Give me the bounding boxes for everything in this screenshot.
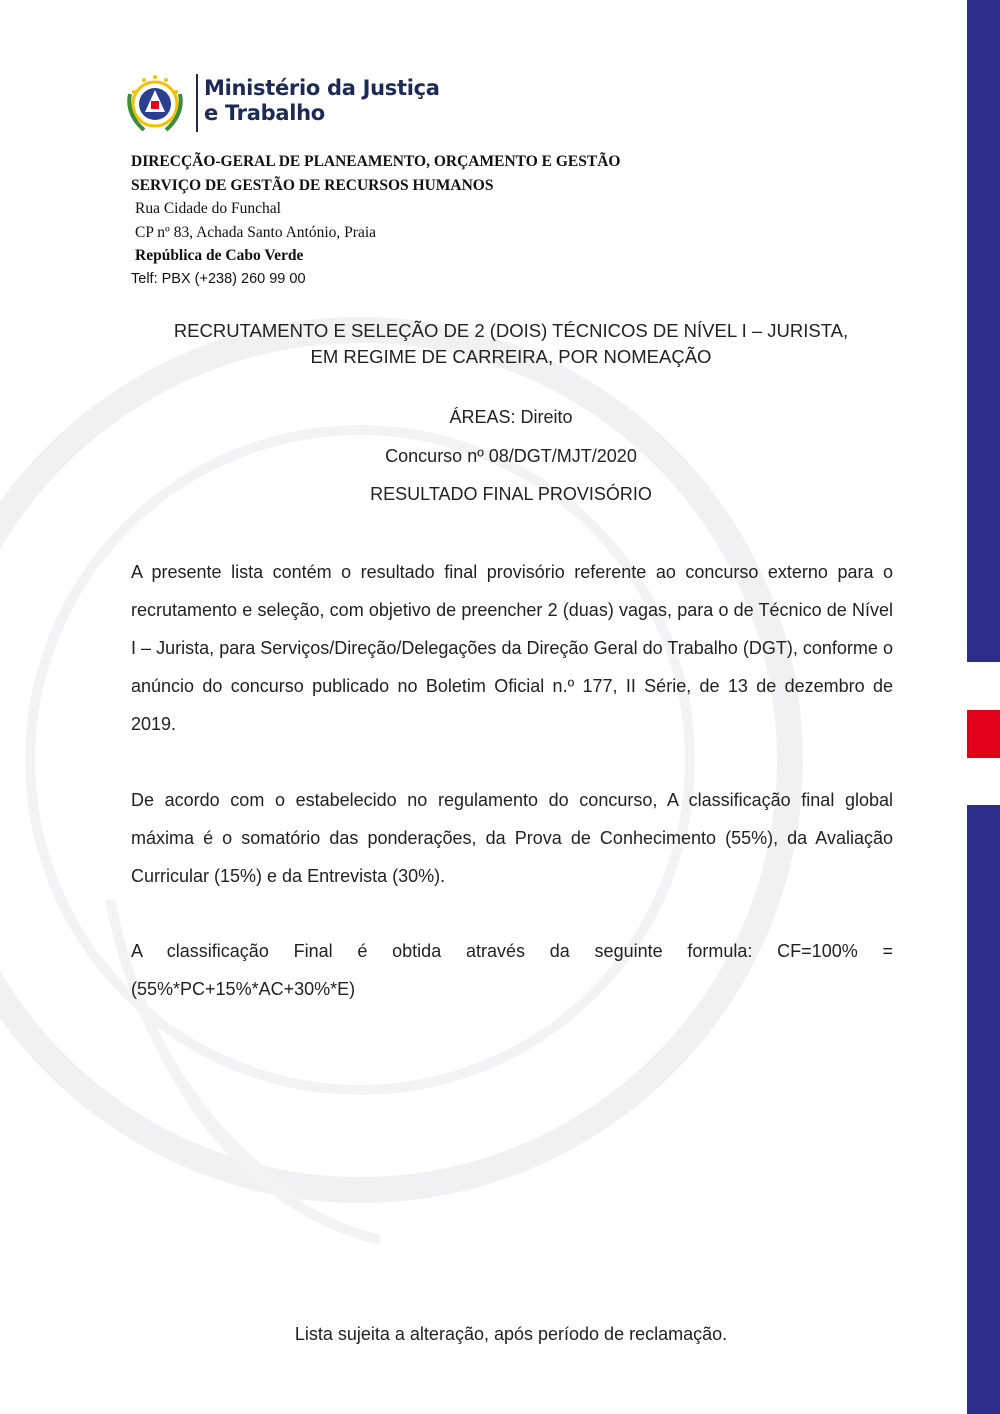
formula-line-1: A classificação Final é obtida através da seguinte formula: CF=100% = — [131, 941, 893, 961]
footer-note: Lista sujeita a alteração, após período de reclamação. — [294, 1324, 728, 1344]
logo-line-2: e Trabalho — [204, 101, 325, 125]
side-bar-red — [967, 710, 1000, 758]
national-seal-icon — [120, 70, 190, 138]
formula-line-2: (55%*PC+15%*AC+30%*E) — [131, 979, 356, 999]
logo-divider — [196, 74, 198, 132]
concurso-number: Concurso nº 08/DGT/MJT/2020 — [385, 446, 637, 466]
phone-number: Telf: PBX (+238) 260 99 00 — [131, 270, 306, 287]
street-address: Rua Cidade do Funchal — [135, 200, 281, 217]
directorate-name: DIRECÇÃO-GERAL DE PLANEAMENTO, ORÇAMENTO E GESTÃO — [131, 153, 621, 170]
result-heading: RESULTADO FINAL PROVISÓRIO — [370, 484, 652, 504]
logo-line-1: Ministério da Justiça — [204, 76, 440, 100]
title-line-2: EM REGIME DE CARREIRA, POR NOMEAÇÃO — [310, 346, 712, 367]
paragraph-formula — [131, 932, 893, 1008]
postal-address: CP nº 83, Achada Santo António, Praia — [135, 223, 377, 241]
paragraph-intro: A presente lista contém o resultado final provisório referente ao concurso externo para o recrutamento e seleção, com objetivo de preencher 2 (duas) vagas, para o de Técnico de Nível I – Jurista, para Serviços/Direção/Delegações da Direção Geral do Trabalho (DGT), conforme o anúncio do concurso publicado no Boletim Oficial n.º 177, II Série, de 13 de dezembro de 2019. — [131, 562, 893, 734]
service-name: SERVIÇO DE GESTÃO DE RECURSOS HUMANOS — [131, 176, 494, 194]
side-bar-blue-top — [967, 0, 1000, 662]
side-bar-blue-bottom — [967, 805, 1000, 1414]
paragraph-classification: De acordo com o estabelecido no regulamento do concurso, A classificação final global máxima é o somatório das ponderações, da Prova de Conhecimento (55%), da Avaliação Curricular (15%) e da Entrevista (30%). — [131, 790, 893, 886]
areas-line: ÁREAS: Direito — [449, 407, 573, 427]
document-title — [130, 318, 892, 370]
logo-wordmark — [204, 76, 504, 126]
title-line-1: RECRUTAMENTO E SELEÇÃO DE 2 (DOIS) TÉCNICOS DE NÍVEL I – JURISTA, — [173, 320, 849, 341]
sender-address — [131, 150, 620, 291]
country-name: República de Cabo Verde — [135, 247, 304, 264]
